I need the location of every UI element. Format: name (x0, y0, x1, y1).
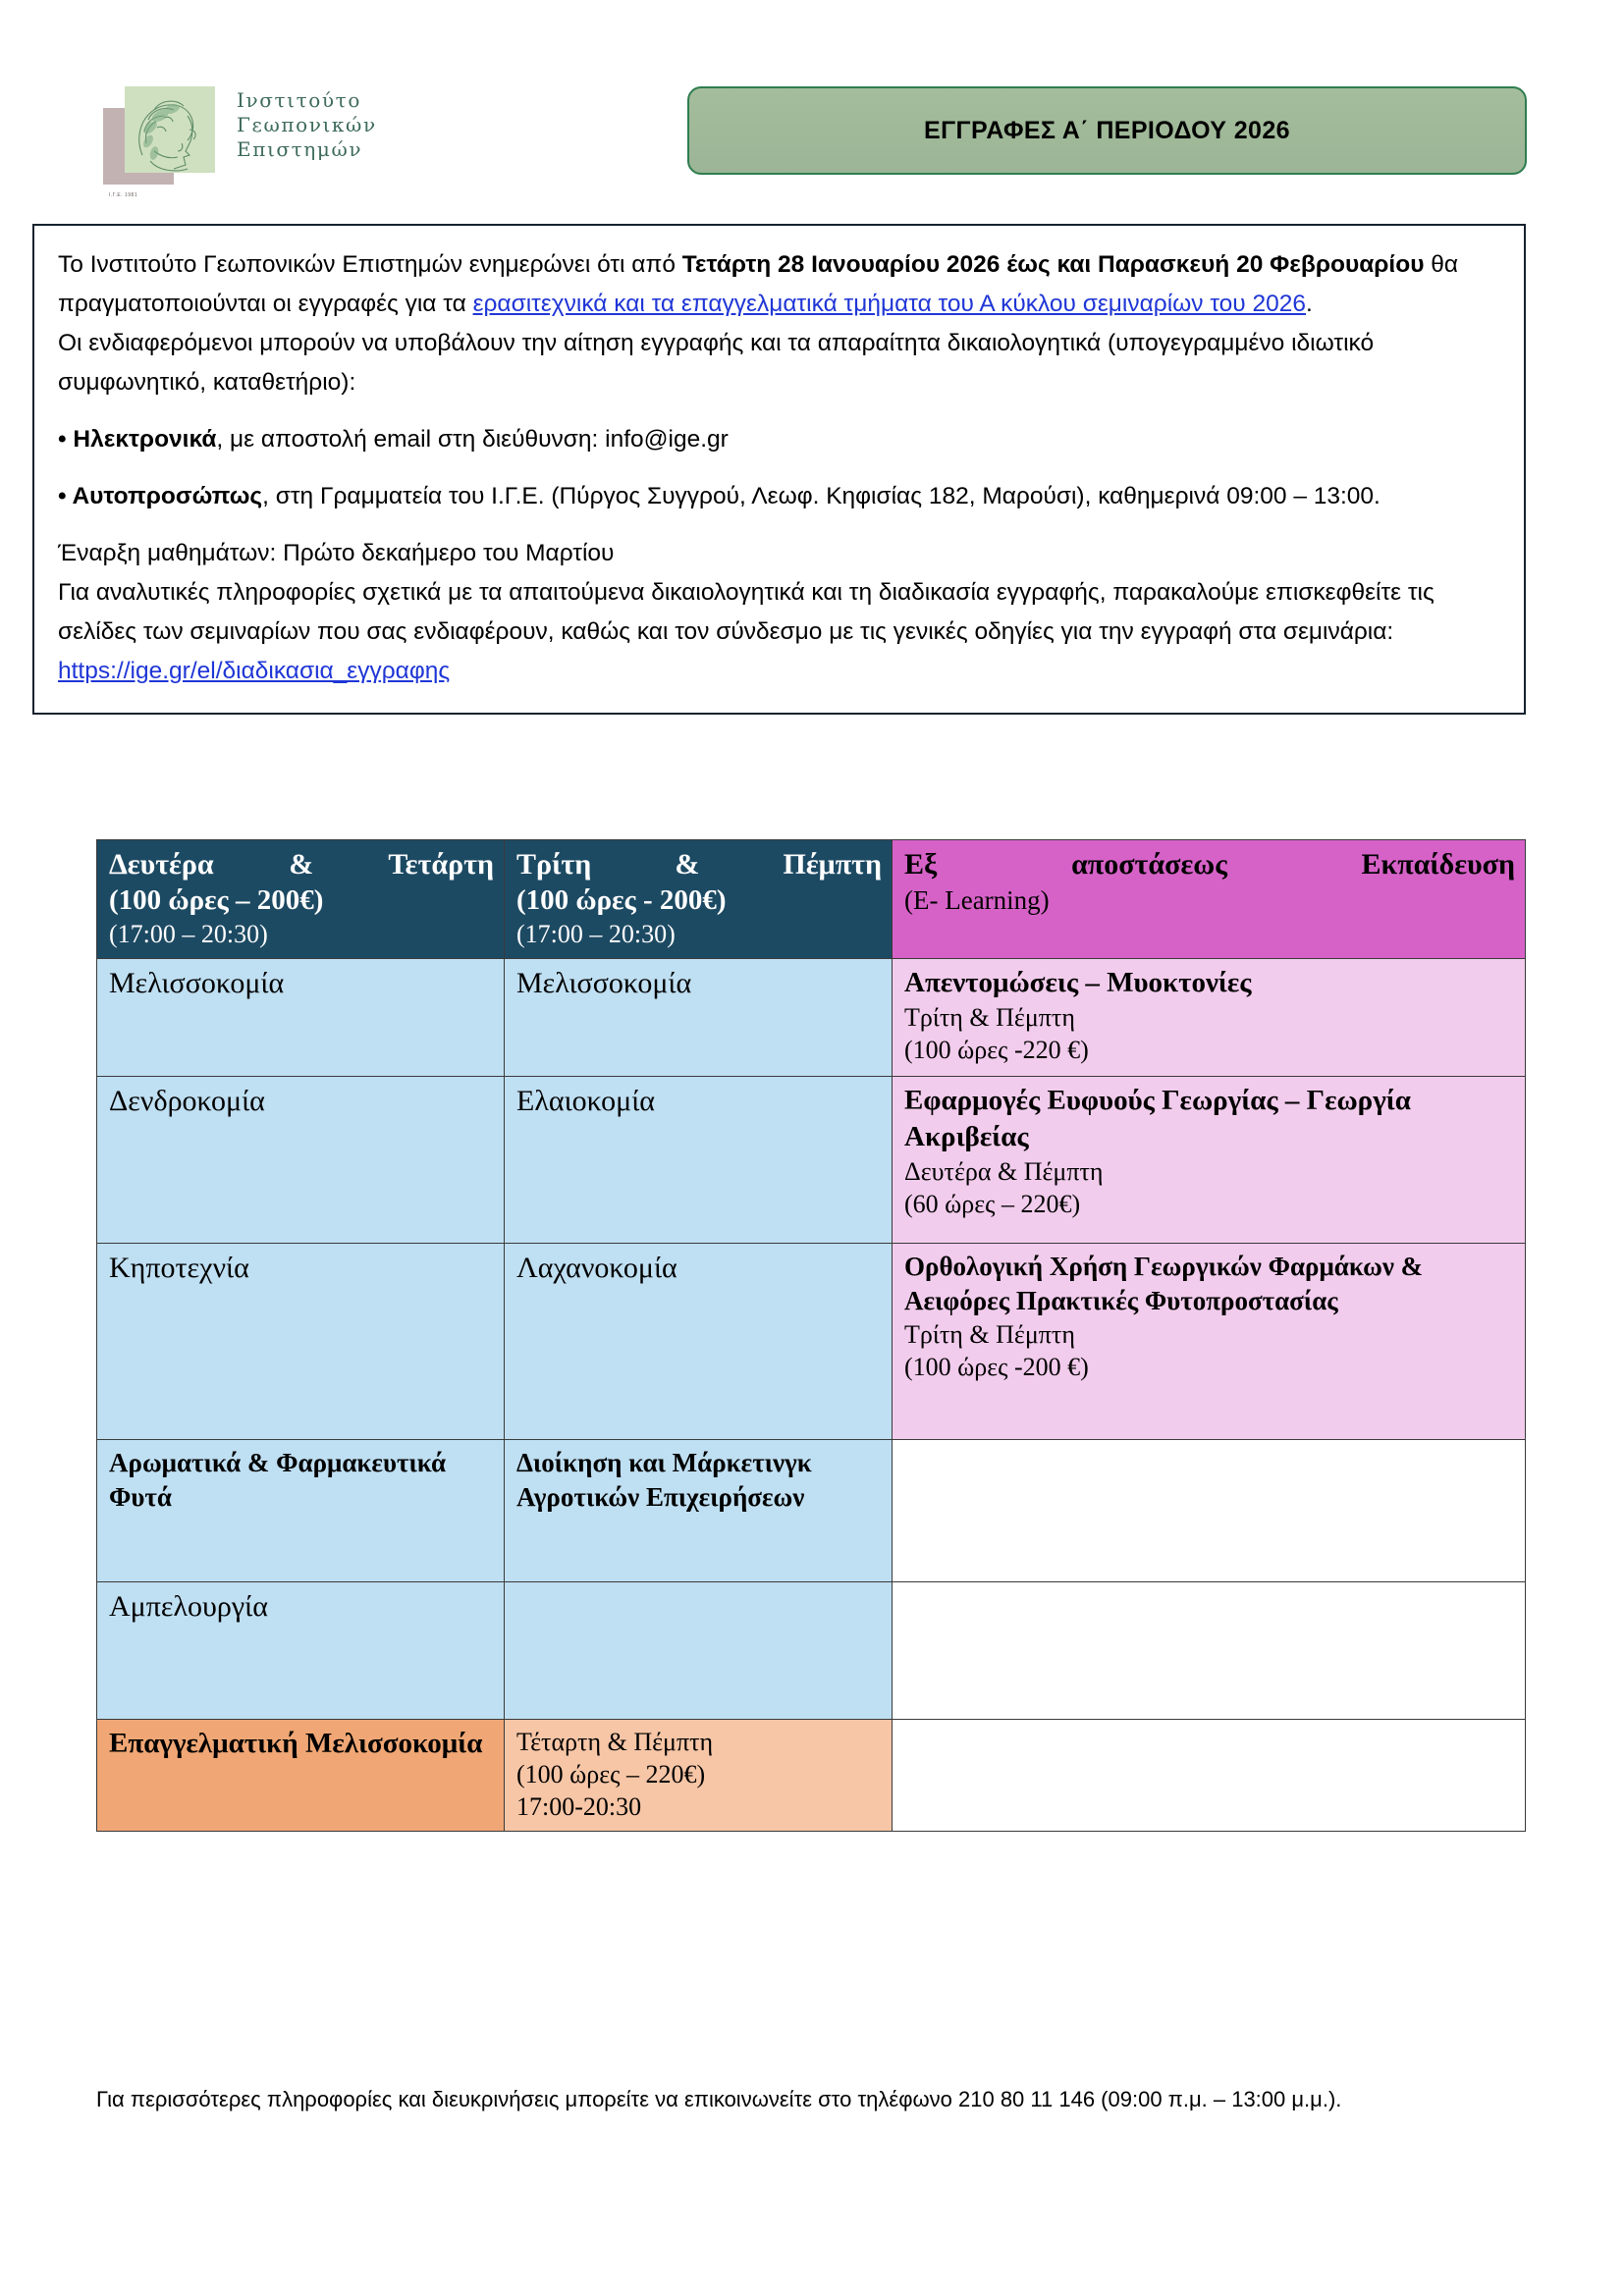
bullet-inperson (58, 477, 1500, 516)
course-title: Ελαιοκομία (516, 1085, 655, 1117)
col2-days: Τρίτη & Πέμπτη (516, 848, 882, 881)
cell-r3c2 (505, 1244, 893, 1440)
table-row (97, 1582, 1526, 1720)
institute-name (237, 88, 377, 162)
procedure-link[interactable]: https://ige.gr/el/διαδικασια_εγγραφης (58, 658, 451, 684)
course-price: (60 ώρες – 220€) (904, 1190, 1081, 1218)
cell-r4c1 (97, 1440, 505, 1582)
institute-name-line3: Επιστημών (237, 137, 363, 161)
seminars-link[interactable]: ερασιτεχνικά και τα επαγγελματικά τμήματα του Α κύκλου σεμιναρίων του 2026 (472, 291, 1307, 317)
table-row (97, 1244, 1526, 1440)
bullet-inperson-text: , στη Γραμματεία του Ι.Γ.Ε. (Πύργος Συγγρού, Λεωφ. Κηφισίας 182, Μαρούσι), καθημερινά 09:00 – 13:00. (262, 483, 1380, 509)
course-days: Τρίτη & Πέμπτη (904, 1320, 1075, 1349)
cell-r5c2 (505, 1582, 893, 1720)
course-title: Αμπελουργία (109, 1590, 268, 1623)
table-row (97, 1720, 1526, 1832)
course-title: Λαχανοκομία (516, 1252, 677, 1284)
banner-title: ΕΓΓΡΑΦΕΣ Α΄ ΠΕΡΙΟΔΟΥ 2026 (924, 116, 1290, 144)
bullet-inperson-label: • Αυτοπροσώπως (58, 483, 263, 509)
athena-profile-svg (125, 86, 215, 173)
notice-paragraph-1 (58, 245, 1500, 324)
col3-title: Εξ αποστάσεως Εκπαίδευση (904, 848, 1515, 881)
document-header (0, 0, 1624, 211)
course-price: (100 ώρες – 220€) (516, 1760, 706, 1789)
cell-r1c3 (893, 959, 1526, 1077)
cell-r6c2 (505, 1720, 893, 1832)
cell-r1c2 (505, 959, 893, 1077)
logo-front-square (125, 86, 215, 173)
bullet-electronic-text: , με αποστολή email στη διεύθυνση: info@ige.gr (216, 426, 729, 453)
cell-r6c1 (97, 1720, 505, 1832)
col3-subtitle: (E- Learning) (904, 885, 1050, 915)
course-time: 17:00-20:30 (516, 1792, 642, 1821)
course-price: (100 ώρες -200 €) (904, 1353, 1089, 1381)
table-row (97, 1440, 1526, 1582)
institute-logo (103, 86, 476, 198)
institute-name-line1: Ινστιτούτο (237, 88, 361, 112)
table-header-row (97, 840, 1526, 959)
notice-course-start: Έναρξη μαθημάτων: Πρώτο δεκαήμερο του Μαρτίου (58, 540, 615, 566)
cell-r2c3 (893, 1077, 1526, 1244)
course-title: Επαγγελματική Μελισσοκομία (109, 1728, 483, 1759)
cell-r1c1 (97, 959, 505, 1077)
course-days: Δευτέρα & Πέμπτη (904, 1157, 1104, 1186)
col2-time: (17:00 – 20:30) (516, 920, 676, 948)
notice-p1-part-a: Το Ινστιτούτο Γεωπονικών Επιστημών ενημερώνει ότι από (58, 251, 682, 278)
table-row (97, 1077, 1526, 1244)
registration-banner (687, 86, 1527, 175)
cell-r2c1 (97, 1077, 505, 1244)
cell-r6c3 (893, 1720, 1526, 1832)
course-title: Εφαρμογές Ευφυούς Γεωργίας – Γεωργία Ακριβείας (904, 1085, 1411, 1152)
course-title: Αρωματικά & Φαρμακευτικά Φυτά (109, 1448, 447, 1512)
course-title: Ορθολογική Χρήση Γεωργικών Φαρμάκων & Αειφόρες Πρακτικές Φυτοπροστασίας (904, 1252, 1424, 1315)
course-title: Δενδροκομία (109, 1085, 265, 1117)
cell-r4c2 (505, 1440, 893, 1582)
course-price: (100 ώρες -220 €) (904, 1036, 1089, 1064)
athena-head-logo-icon (103, 86, 221, 198)
bullet-electronic (58, 420, 1500, 459)
course-title: Απεντομώσεις – Μυοκτονίες (904, 967, 1252, 998)
col2-hours-price: (100 ώρες - 200€) (516, 884, 727, 916)
logo-stamp-text: I.Γ.E. 1981 (109, 192, 138, 198)
institute-name-line2: Γεωπονικών (237, 113, 377, 136)
cell-r5c1 (97, 1582, 505, 1720)
table-header-col2 (505, 840, 893, 959)
seminars-table (96, 839, 1526, 1832)
course-title: Διοίκηση και Μάρκετινγκ Αγροτικών Επιχειρήσεων (516, 1448, 812, 1512)
table-header-col1 (97, 840, 505, 959)
cell-r2c2 (505, 1077, 893, 1244)
col1-time: (17:00 – 20:30) (109, 920, 268, 948)
cell-r3c1 (97, 1244, 505, 1440)
col1-days: Δευτέρα & Τετάρτη (109, 848, 494, 881)
table-row (97, 959, 1526, 1077)
table-header-col3 (893, 840, 1526, 959)
notice-p4-text: Για αναλυτικές πληροφορίες σχετικά με τα απαιτούμενα δικαιολογητικά και τη διαδικασία εγγραφής, παρακαλούμε επισκεφθείτε τις σελίδες των σεμιναρίων που σας ενδιαφέρουν, καθώς και τον σύνδεσμο με τις γενικές οδηγίες για την εγγραφή στα σεμινάρια: (58, 579, 1435, 645)
course-title: Κηποτεχνία (109, 1252, 249, 1284)
bullet-electronic-label: • Ηλεκτρονικά (58, 426, 217, 453)
footer-contact-text: Για περισσότερες πληροφορίες και διευκρινήσεις μπορείτε να επικοινωνείτε στο τηλέφωνο 210 80 11 146 (09:00 π.μ. – 13:00 μ.μ.). (96, 2087, 1342, 2111)
notice-p1-period: . (1306, 291, 1313, 317)
course-title: Μελισσοκομία (109, 967, 285, 999)
cell-r5c3 (893, 1582, 1526, 1720)
course-days: Τρίτη & Πέμπτη (904, 1003, 1075, 1032)
notice-box (32, 224, 1526, 715)
course-days: Τέταρτη & Πέμπτη (516, 1728, 714, 1756)
notice-p1-part-c: θα πραγματοποιούνται οι εγγραφές για τα (58, 251, 1459, 317)
notice-paragraph-4 (58, 573, 1500, 691)
cell-r4c3 (893, 1440, 1526, 1582)
notice-paragraph-2: Οι ενδιαφερόμενοι μπορούν να υποβάλουν την αίτηση εγγραφής και τα απαραίτητα δικαιολογητικά (υπογεγραμμένο ιδιωτικό συμφωνητικό, καταθετήριο): (58, 330, 1375, 396)
cell-r3c3 (893, 1244, 1526, 1440)
course-title: Μελισσοκομία (516, 967, 692, 999)
col1-hours-price: (100 ώρες – 200€) (109, 884, 324, 916)
notice-p1-dates: Τετάρτη 28 Ιανουαρίου 2026 έως και Παρασκευή 20 Φεβρουαρίου (681, 251, 1425, 278)
